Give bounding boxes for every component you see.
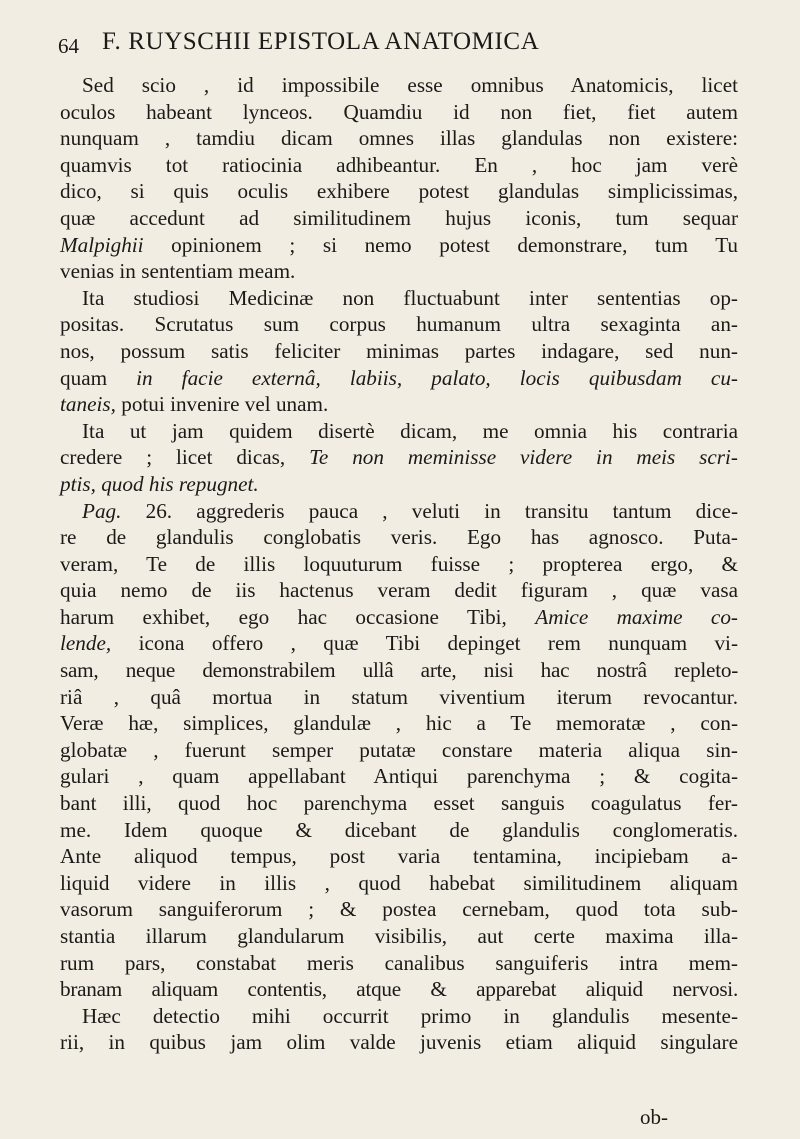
text-line: nunquam , tamdiu dicam omnes illas glandulas non existere: <box>60 126 738 151</box>
text-line: Ita ut jam quidem disertè dicam, me omnia his contraria <box>82 418 738 443</box>
text-line: gulari , quam appellabant Antiqui parenchyma ; & cogita- <box>60 764 738 789</box>
text-line: me. Idem quoque & dicebant de glandulis conglomeratis. <box>60 817 738 842</box>
catchword: ob- <box>640 1105 668 1129</box>
text-line: quamvis tot ratiocinia adhibeantur. En , hoc jam verè <box>60 152 738 177</box>
text-line: stantia illarum glandularum visibilis, aut certe maxima illa- <box>60 924 738 948</box>
text-line: Veræ hæ, simplices, glandulæ , hic a Te memoratæ , con- <box>60 711 738 736</box>
text-line: bant illi, quod hoc parenchyma esset sanguis coagulatus fer- <box>60 791 738 816</box>
text-line: vasorum sanguiferorum ; & postea cernebam, quod tota sub- <box>60 897 738 922</box>
text-line: ptis, quod his repugnet. <box>60 471 259 496</box>
text-line: rii, in quibus jam olim valde juvenis etiam aliquid singulare <box>60 1030 738 1055</box>
body-text <box>60 72 738 1056</box>
running-head <box>58 28 748 64</box>
text-line: Ita studiosi Medicinæ non fluctuabunt inter sententias op- <box>82 285 738 310</box>
text-line: harum exhibet, ego hac occasione Tibi, Amice maxime co- <box>60 604 738 629</box>
text-line: Malpighii opinionem ; si nemo potest demonstrare, tum Tu <box>60 232 738 257</box>
text-line: Sed scio , id impossibile esse omnibus Anatomicis, licet <box>82 73 738 97</box>
text-line: globatæ , fuerunt semper putatæ constare materia aliqua sin- <box>60 737 738 762</box>
text-line: dico, si quis oculis exhibere potest glandulas simplicissimas, <box>60 179 738 204</box>
text-line: credere ; licet dicas, Te non meminisse videre in meis scri- <box>60 445 738 470</box>
text-line: sam, neque demonstrabilem ullâ arte, nisi hac nostrâ repleto- <box>60 658 738 683</box>
text-line: rum pars, constabat meris canalibus sanguiferis intra mem- <box>60 950 738 975</box>
text-line: veram, Te de illis loquuturum fuisse ; propterea ergo, & <box>60 551 738 576</box>
running-title: F. RUYSCHII EPISTOLA ANATOMICA <box>102 28 540 55</box>
text-line: taneis, potui invenire vel unam. <box>60 392 329 417</box>
text-line: nos, possum satis feliciter minimas partes indagare, sed nun- <box>60 338 738 363</box>
text-line: riâ , quâ mortua in statum viventium iterum revocantur. <box>60 684 738 709</box>
text-line: Hæc detectio mihi occurrit primo in glandulis mesente- <box>82 1003 738 1028</box>
text-line: venias in sententiam meam. <box>60 259 296 284</box>
text-line: quæ accedunt ad similitudinem hujus iconis, tum sequar <box>60 205 738 230</box>
text-line: Pag. 26. aggrederis pauca , veluti in transitu tantum dice- <box>82 498 738 523</box>
text-line: Ante aliquod tempus, post varia tentamina, incipiebam a- <box>60 844 738 869</box>
text-line: branam aliquam contentis, atque & apparebat aliquid nervosi. <box>60 977 738 1002</box>
text-line: lende, icona offero , quæ Tibi depinget rem nunquam vi- <box>60 631 738 656</box>
text-line: quia nemo de iis hactenus veram dedit figuram , quæ vasa <box>60 578 738 603</box>
text-line: re de glandulis conglobatis veris. Ego has agnosco. Puta- <box>60 525 738 550</box>
text-line: oculos habeant lynceos. Quamdiu id non fiet, fiet autem <box>60 99 738 124</box>
text-line: positas. Scrutatus sum corpus humanum ultra sexaginta an- <box>60 312 738 337</box>
page-number: 64 <box>58 34 79 58</box>
text-line: liquid videre in illis , quod habebat similitudinem aliquam <box>60 870 738 895</box>
text-line: quam in facie externâ, labiis, palato, locis quibusdam cu- <box>60 365 738 390</box>
